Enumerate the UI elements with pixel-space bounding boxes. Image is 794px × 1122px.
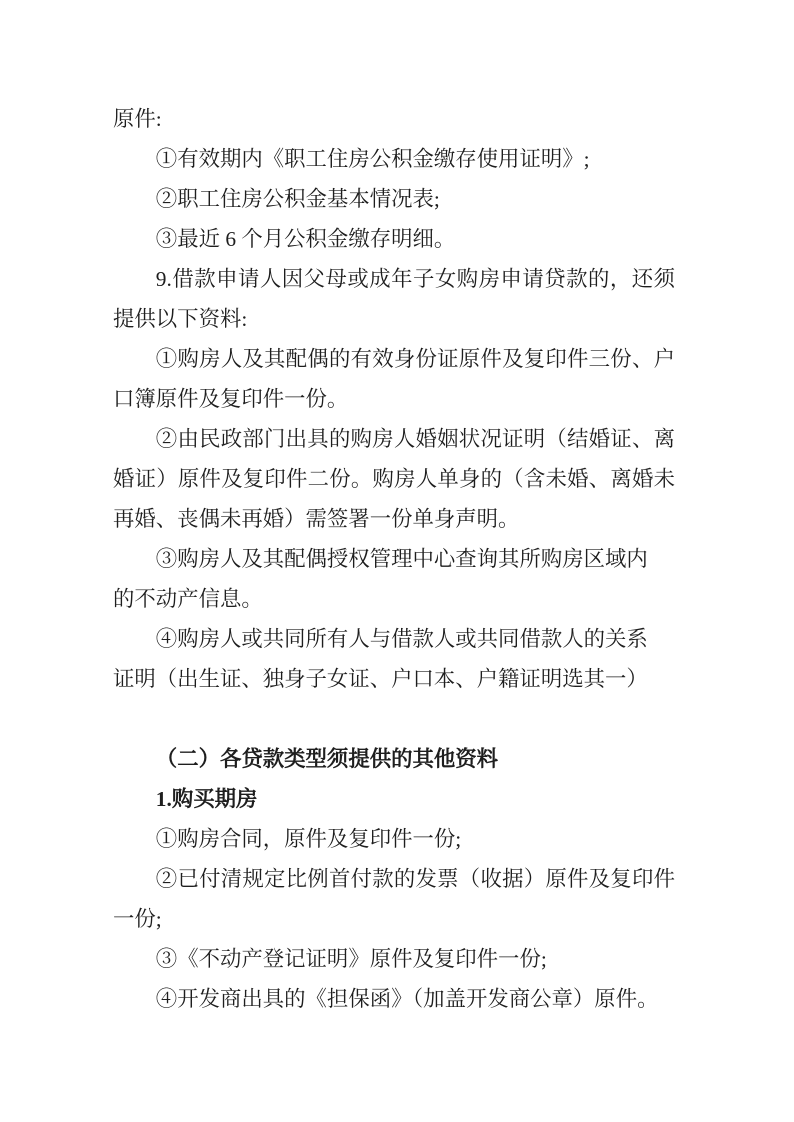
blank-line <box>113 699 675 739</box>
text-line: ③《不动产登记证明》原件及复印件一份; <box>155 947 547 971</box>
text-line: ④购房人或共同所有人与借款人或共同借款人的关系 <box>155 627 648 651</box>
text-line: ①购房人及其配偶的有效身份证原件及复印件三份、户 <box>155 347 675 371</box>
text-line: 提供以下资料: <box>113 307 248 331</box>
text-line: 的不动产信息。 <box>113 587 263 611</box>
text-line: 口簿原件及复印件一份。 <box>113 387 349 411</box>
text-line: 一份; <box>113 907 162 931</box>
text-line: ④开发商出具的《担保函》（加盖开发商公章）原件。 <box>155 987 659 1011</box>
document-body <box>113 99 675 1019</box>
text-line: ①有效期内《职工住房公积金缴存使用证明》; <box>155 147 590 171</box>
heading-line: （二）各贷款类型须提供的其他资料 <box>155 747 499 771</box>
text-line: 证明（出生证、独身子女证、户口本、户籍证明选其一） <box>113 667 648 691</box>
text-line: 再婚、丧偶未再婚）需签署一份单身声明。 <box>113 507 520 531</box>
text-line: ①购房合同，原件及复印件一份; <box>155 827 462 851</box>
text-line: ②职工住房公积金基本情况表; <box>155 187 440 211</box>
text-line: ③购房人及其配偶授权管理中心查询其所购房区域内 <box>155 547 648 571</box>
heading-line: 1.购买期房 <box>155 787 258 811</box>
text-line: ②已付清规定比例首付款的发票（收据）原件及复印件 <box>155 867 675 891</box>
text-line: 婚证）原件及复印件二份。购房人单身的（含未婚、离婚未 <box>113 467 675 491</box>
text-line: ③最近 6 个月公积金缴存明细。 <box>155 227 456 251</box>
text-line: 原件: <box>113 107 162 131</box>
text-line: 9.借款申请人因父母或成年子女购房申请贷款的，还须 <box>155 267 675 291</box>
text-line: ②由民政部门出具的购房人婚姻状况证明（结婚证、离 <box>155 427 675 451</box>
